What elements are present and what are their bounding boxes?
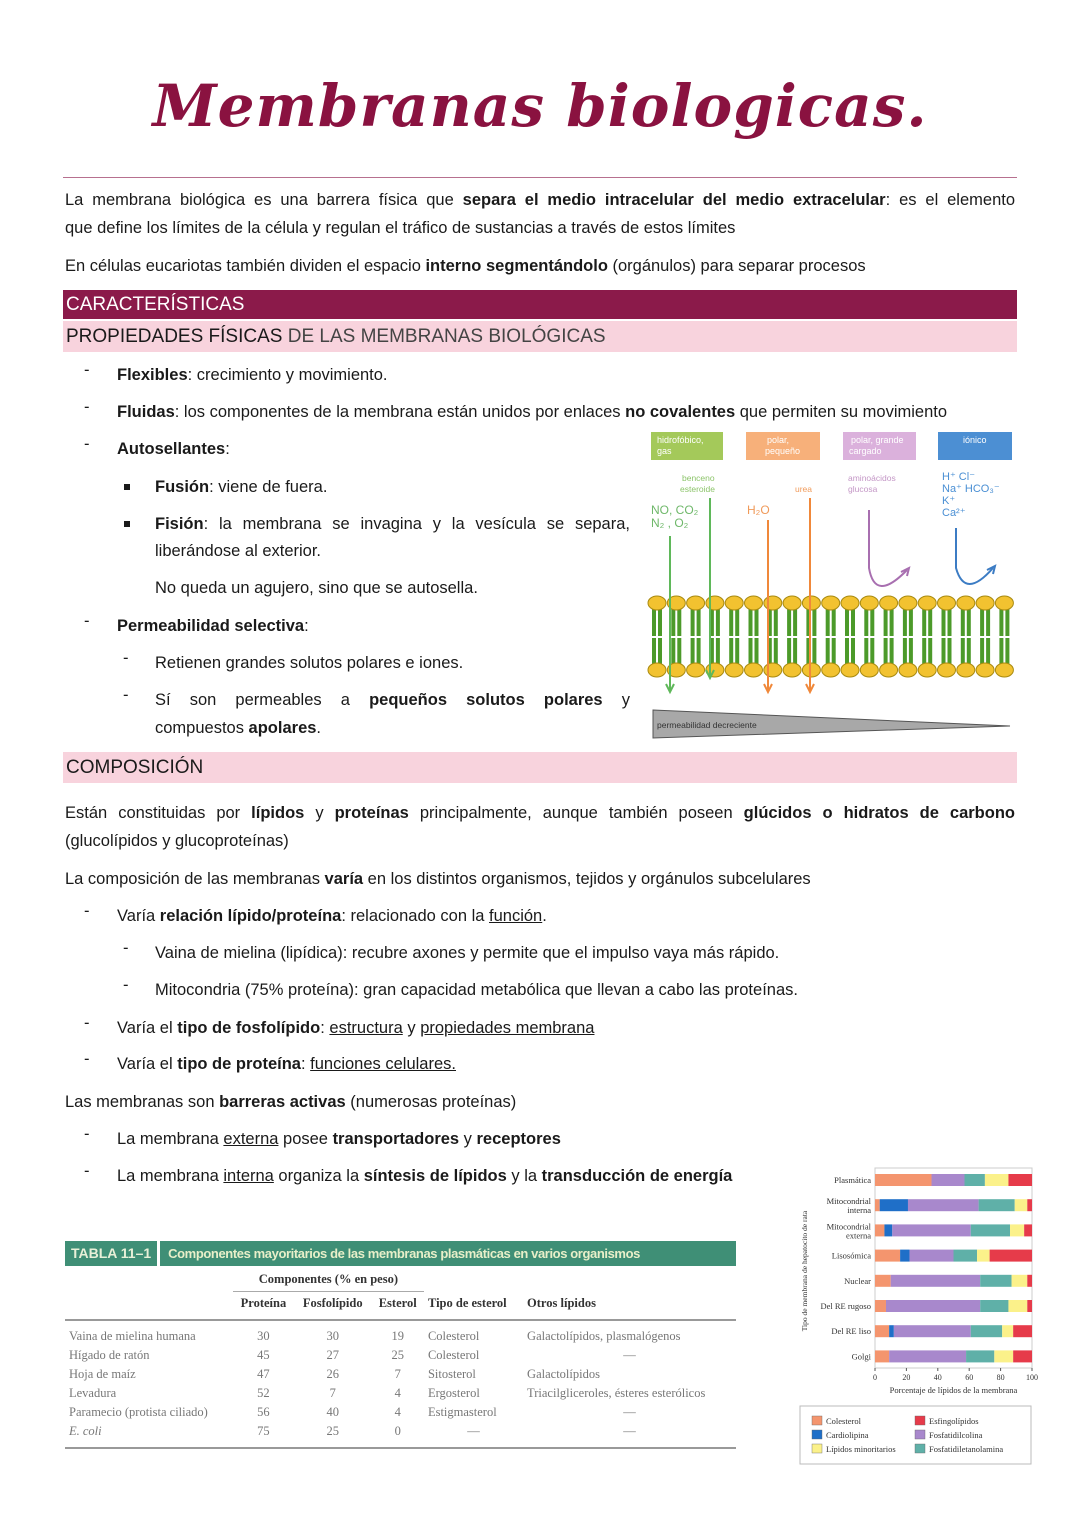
table-cell: 56 xyxy=(257,1405,270,1419)
intro-paragraph-1-cont: que define los límites de la célula y regulan el tráfico de sustancias a través de estos límites xyxy=(65,219,736,237)
bar-segment-lípidos-minoritarios xyxy=(1008,1300,1027,1312)
bullet-dash: - xyxy=(84,1014,90,1032)
bar-segment-fosfatidiletanolamina xyxy=(980,1275,1011,1287)
bar-segment-lípidos-minoritarios xyxy=(1015,1199,1028,1211)
molecule-label: urea xyxy=(795,484,813,494)
list-item-permeabilidad: Permeabilidad selectiva: xyxy=(117,617,309,635)
x-axis-label: Porcentaje de lípidos de la membrana xyxy=(889,1385,1018,1395)
lipid-tail xyxy=(890,606,894,636)
list-item-fision-cont: liberándose al exterior. xyxy=(155,542,322,560)
bar-segment-colesterol xyxy=(875,1300,886,1312)
lipid-head xyxy=(995,596,1013,610)
lipid-tail xyxy=(999,606,1003,636)
list-item-permeables-cont: compuestos apolares. xyxy=(155,719,322,737)
lipid-tail xyxy=(793,606,797,636)
lipid-tail xyxy=(658,606,662,636)
bullet-dash: - xyxy=(123,649,129,667)
table-cell: 19 xyxy=(391,1329,404,1343)
bar-segment-esfingolípidos xyxy=(990,1250,1032,1262)
ion-label: Ca²⁺ xyxy=(942,507,966,519)
lipid-tail xyxy=(909,606,913,636)
list-item-autosellantes: Autosellantes: xyxy=(117,440,230,458)
lipid-head xyxy=(918,663,936,677)
table-cell: Colesterol xyxy=(427,1348,480,1362)
lipid-tail xyxy=(961,606,965,636)
table-cell: — xyxy=(623,1348,636,1362)
lipid-tail xyxy=(922,606,926,636)
bullet-square xyxy=(124,521,130,527)
bar-segment-esfingolípidos xyxy=(1013,1325,1032,1337)
table-cell: E. coli xyxy=(69,1424,102,1438)
lipid-tail xyxy=(967,606,971,636)
column-header: Fosfolípido xyxy=(302,1296,363,1310)
lipid-head xyxy=(725,663,743,677)
lipid-tail xyxy=(832,606,836,636)
bar-segment-fosfatidilcolina xyxy=(892,1224,971,1236)
bar-segment-lípidos-minoritarios xyxy=(977,1250,990,1262)
legend-label: Esfingolípidos xyxy=(929,1416,979,1426)
lipid-tail xyxy=(928,606,932,636)
list-item-fusion: Fusión: viene de fuera. xyxy=(155,478,328,496)
bar-segment-colesterol xyxy=(875,1325,889,1337)
list-item-proteina: Varía el tipo de proteína: funciones celulares. xyxy=(117,1055,456,1073)
molecule-label: NO, CO₂ xyxy=(651,503,699,517)
lipid-head xyxy=(880,663,898,677)
intro-paragraph-1: La membrana biológica es una barrera física que separa el medio intracelular del medio extracelular: es el elemento xyxy=(65,191,1016,209)
lipid-head xyxy=(706,596,724,610)
lipid-composition-chart xyxy=(795,1166,1040,1468)
bar-segment-fosfatidilcolina xyxy=(908,1199,979,1211)
legend-swatch xyxy=(812,1430,822,1439)
x-tick-label: 100 xyxy=(1026,1373,1038,1382)
table-cell: 75 xyxy=(257,1424,270,1438)
molecule-label: benceno xyxy=(682,473,715,483)
lipid-head xyxy=(957,663,975,677)
lipid-head xyxy=(648,663,666,677)
lipid-head xyxy=(725,596,743,610)
list-item-mitocondria: Mitocondria (75% proteína): gran capacidad metabólica que llevan a cabo las proteínas. xyxy=(155,981,798,999)
list-item-permeables: Sí son permeables a pequeños solutos polares y xyxy=(155,691,630,709)
table-cell: Ergosterol xyxy=(427,1386,480,1400)
bar-segment-fosfatidiletanolamina xyxy=(971,1224,1010,1236)
x-tick-label: 40 xyxy=(933,1373,942,1382)
column-group-header: Componentes (% en peso) xyxy=(233,1270,424,1292)
table-caption: Componentes mayoritarios de las membranas plasmáticas en varios organismos xyxy=(168,1246,640,1261)
table-cell: Vaina de mielina humana xyxy=(69,1329,196,1343)
bullet-dash: - xyxy=(84,435,90,453)
x-tick-label: 80 xyxy=(996,1373,1005,1382)
lipid-head xyxy=(648,596,666,610)
lipid-head xyxy=(899,596,917,610)
lipid-head xyxy=(841,663,859,677)
table-cell: Levadura xyxy=(69,1386,117,1400)
lipid-tail xyxy=(652,606,656,636)
table-cell: 7 xyxy=(394,1367,401,1381)
bar-segment-fosfatidilcolina xyxy=(894,1325,971,1337)
bar-segment-fosfatidiletanolamina xyxy=(966,1350,994,1362)
table-cell: 26 xyxy=(326,1367,339,1381)
table-cell: Sitosterol xyxy=(427,1367,476,1381)
bar-segment-fosfatidiletanolamina xyxy=(980,1300,1008,1312)
lipid-head xyxy=(822,663,840,677)
list-item-interna: La membrana interna organiza la síntesis de lípidos y la transducción de energía xyxy=(117,1167,733,1185)
lipid-head xyxy=(822,596,840,610)
bullet-dash: - xyxy=(123,686,129,704)
table-bottom-rule xyxy=(65,1441,736,1448)
column-header: Otros lípidos xyxy=(527,1295,596,1310)
section-header-composicion: COMPOSICIÓN xyxy=(63,752,1017,783)
table-row xyxy=(65,1365,736,1384)
bullet-square xyxy=(124,484,130,490)
category-label: Golgi xyxy=(851,1351,871,1362)
x-tick-label: 20 xyxy=(902,1373,911,1382)
gradient-label: permeabilidad decreciente xyxy=(657,720,757,730)
molecule-label: aminoácidos xyxy=(848,473,896,483)
bullet-dash: - xyxy=(84,1125,90,1143)
lipid-head xyxy=(938,663,956,677)
table-cell: 52 xyxy=(257,1386,270,1400)
table-row xyxy=(65,1384,736,1403)
lipid-tail xyxy=(749,606,753,636)
lipid-tail xyxy=(691,606,695,636)
molecule-label: glucosa xyxy=(848,484,878,494)
lipid-tail xyxy=(787,606,791,636)
table-cell: Hoja de maíz xyxy=(69,1367,136,1381)
column-header: Proteína xyxy=(240,1296,287,1310)
table-cell: — xyxy=(623,1405,636,1419)
table-cell: 25 xyxy=(326,1424,339,1438)
ion-label: H⁺ Cl⁻ xyxy=(942,471,975,483)
table-cell: 27 xyxy=(326,1348,339,1362)
table-cell: Triacilgliceroles, ésteres esterólicos xyxy=(527,1386,706,1400)
lipid-tail xyxy=(903,606,907,636)
lipid-head xyxy=(802,663,820,677)
category-label: Lisosómica xyxy=(831,1250,871,1261)
lipid-tail xyxy=(729,606,733,636)
table-caption-bar xyxy=(65,1241,736,1266)
lipid-tail xyxy=(671,606,675,636)
lipid-tail xyxy=(1005,606,1009,636)
table-cell: Colesterol xyxy=(427,1329,480,1343)
legend-label: Fosfatidilcolina xyxy=(929,1430,983,1440)
list-item-fision: Fisión: la membrana se invagina y la vesícula se separa, xyxy=(155,515,630,533)
category-label: Mitocondrial xyxy=(826,1221,871,1232)
bar-segment-lípidos-minoritarios xyxy=(1002,1325,1013,1337)
bar-segment-cardiolipina xyxy=(889,1325,894,1337)
bullet-dash: - xyxy=(84,902,90,920)
table-cell: Galactolípidos xyxy=(527,1367,600,1381)
page-title: Membranas biologicas. xyxy=(152,72,928,140)
lipid-tail xyxy=(884,606,888,636)
bar-segment-colesterol xyxy=(875,1199,880,1211)
bar-segment-lípidos-minoritarios xyxy=(1012,1275,1028,1287)
table-cell: Hígado de ratón xyxy=(69,1348,150,1362)
title-divider xyxy=(63,177,1017,178)
lipid-head xyxy=(841,596,859,610)
table-cell: 0 xyxy=(394,1424,401,1438)
bar-segment-cardiolipina xyxy=(884,1224,892,1236)
table-cell: 30 xyxy=(257,1329,270,1343)
category-label: polar, grande xyxy=(851,435,904,445)
autoseal-note: No queda un agujero, sino que se autosella. xyxy=(155,579,478,597)
lipid-head xyxy=(783,596,801,610)
lipid-head xyxy=(899,663,917,677)
table-cell: 47 xyxy=(257,1367,270,1381)
lipid-head xyxy=(880,596,898,610)
lipid-tail xyxy=(980,606,984,636)
lipid-head xyxy=(745,596,763,610)
bar-segment-fosfatidiletanolamina xyxy=(971,1325,1002,1337)
category-label: gas xyxy=(657,446,672,456)
bar-segment-fosfatidilcolina xyxy=(891,1275,980,1287)
table-label: TABLA 11–1 xyxy=(65,1241,160,1266)
lipid-tail xyxy=(986,606,990,636)
legend-label: Lípidos minoritarios xyxy=(826,1444,896,1454)
category-label: Nuclear xyxy=(844,1275,871,1286)
lipid-head xyxy=(687,596,705,610)
bullet-dash: - xyxy=(84,1050,90,1068)
bar-segment-fosfatidilcolina xyxy=(910,1250,954,1262)
table-row xyxy=(65,1320,736,1346)
table-cell: 25 xyxy=(391,1348,404,1362)
category-label: polar, xyxy=(767,435,790,445)
list-item-lipid-protein: Varía relación lípido/proteína: relacionado con la función. xyxy=(117,907,547,925)
intro-paragraph-2: En células eucariotas también dividen el espacio interno segmentándolo (orgánulos) para separar procesos xyxy=(65,257,866,275)
x-tick-label: 0 xyxy=(873,1373,877,1382)
table-cell: — xyxy=(467,1424,480,1438)
table-cell: Paramecio (protista ciliado) xyxy=(69,1405,208,1419)
comp-paragraph-2: La composición de las membranas varía en los distintos organismos, tejidos y orgánulos subcelulares xyxy=(65,870,811,888)
bar-segment-esfingolípidos xyxy=(1027,1275,1032,1287)
comp-paragraph-1-cont: (glucolípidos y glucoproteínas) xyxy=(65,832,289,850)
table-row xyxy=(65,1422,736,1441)
lipid-tail xyxy=(942,606,946,636)
bullet-dash: - xyxy=(123,939,129,957)
lipid-tail xyxy=(948,606,952,636)
category-label: Del RE liso xyxy=(831,1326,871,1337)
molecule-label: H₂O xyxy=(747,503,770,517)
lipid-head xyxy=(938,596,956,610)
membrane-permeability-diagram xyxy=(645,428,1020,744)
column-header: Esterol xyxy=(378,1296,417,1310)
bullet-dash: - xyxy=(84,361,90,379)
lipid-tail xyxy=(697,606,701,636)
bar-segment-esfingolípidos xyxy=(1024,1224,1032,1236)
x-tick-label: 60 xyxy=(965,1373,974,1382)
lipid-head xyxy=(860,663,878,677)
bar-segment-lípidos-minoritarios xyxy=(994,1350,1013,1362)
lipid-head xyxy=(957,596,975,610)
bar-segment-fosfatidiletanolamina xyxy=(964,1174,984,1186)
lipid-tail xyxy=(851,606,855,636)
lipid-tail xyxy=(845,606,849,636)
legend-swatch xyxy=(812,1444,822,1453)
lipid-head xyxy=(764,596,782,610)
bar-segment-fosfatidilcolina xyxy=(932,1174,965,1186)
legend-swatch xyxy=(915,1430,925,1439)
category-label: cargado xyxy=(849,446,882,456)
bar-segment-esfingolípidos xyxy=(1008,1174,1032,1186)
molecule-label: N₂ , O₂ xyxy=(651,516,689,530)
bar-segment-lípidos-minoritarios xyxy=(1010,1224,1024,1236)
category-label: hidrofóbico, xyxy=(657,435,704,445)
table-cell: Estigmasterol xyxy=(427,1405,497,1419)
list-item-flexibles: Flexibles: crecimiento y movimiento. xyxy=(117,366,388,384)
bullet-dash: - xyxy=(84,1162,90,1180)
table-cell: 4 xyxy=(394,1386,401,1400)
lipid-head xyxy=(995,663,1013,677)
bar-segment-colesterol xyxy=(875,1250,900,1262)
category-label: interna xyxy=(847,1205,871,1216)
comp-paragraph-3: Las membranas son barreras activas (numerosas proteínas) xyxy=(65,1093,517,1111)
lipid-head xyxy=(687,663,705,677)
bar-segment-colesterol xyxy=(875,1224,884,1236)
subsection-header-propiedades: PROPIEDADES FÍSICAS DE LAS MEMBRANAS BIOLÓGICAS xyxy=(63,321,1017,352)
category-label: Del RE rugoso xyxy=(820,1301,871,1311)
lipid-tail xyxy=(864,606,868,636)
table-cell: 7 xyxy=(329,1386,336,1400)
lipid-tail xyxy=(677,606,681,636)
lipid-tail xyxy=(826,606,830,636)
table-row xyxy=(65,1403,736,1422)
bar-segment-esfingolípidos xyxy=(1027,1300,1032,1312)
lipid-head xyxy=(918,596,936,610)
lipid-head xyxy=(976,596,994,610)
list-item-retienen: Retienen grandes solutos polares e iones. xyxy=(155,654,464,672)
bar-segment-fosfatidiletanolamina xyxy=(954,1250,978,1262)
bullet-dash: - xyxy=(123,976,129,994)
lipid-tail xyxy=(716,606,720,636)
list-item-mielina: Vaina de mielina (lipídica): recubre axones y permite que el impulso vaya más rápido. xyxy=(155,944,780,962)
bullet-dash: - xyxy=(84,398,90,416)
list-item-externa: La membrana externa posee transportadores y receptores xyxy=(117,1130,561,1148)
lipid-tail xyxy=(774,606,778,636)
category-label: iónico xyxy=(963,435,987,445)
category-label: Plasmática xyxy=(834,1175,871,1185)
list-item-fosfolipido: Varía el tipo de fosfolípido: estructura y propiedades membrana xyxy=(117,1019,595,1037)
y-axis-label: Tipo de membrana de hepatocito de rata xyxy=(800,1210,809,1332)
bar-segment-lípidos-minoritarios xyxy=(985,1174,1009,1186)
table-row xyxy=(65,1346,736,1365)
category-label: externa xyxy=(845,1230,871,1241)
table-cell: 4 xyxy=(394,1405,401,1419)
bar-segment-colesterol xyxy=(875,1275,891,1287)
lipid-tail xyxy=(735,606,739,636)
bar-segment-cardiolipina xyxy=(900,1250,909,1262)
legend-label: Fosfatidiletanolamina xyxy=(929,1444,1004,1454)
lipid-head xyxy=(802,596,820,610)
table-cell: 30 xyxy=(326,1329,339,1343)
lipid-head xyxy=(764,663,782,677)
list-item-fluidas: Fluidas: los componentes de la membrana están unidos por enlaces no covalentes que permiten su movimiento xyxy=(117,403,948,421)
bar-segment-colesterol xyxy=(875,1350,889,1362)
bar-segment-cardiolipina xyxy=(880,1199,908,1211)
bar-segment-fosfatidiletanolamina xyxy=(979,1199,1015,1211)
bar-segment-esfingolípidos xyxy=(1027,1199,1032,1211)
lipid-tail xyxy=(755,606,759,636)
lipid-tail xyxy=(812,606,816,636)
table-cell: 45 xyxy=(257,1348,270,1362)
lipid-head xyxy=(745,663,763,677)
lipid-head xyxy=(976,663,994,677)
legend-swatch xyxy=(812,1416,822,1425)
column-header: Tipo de esterol xyxy=(427,1295,507,1310)
bar-segment-colesterol xyxy=(875,1174,932,1186)
lipid-head xyxy=(860,596,878,610)
table-cell: 40 xyxy=(326,1405,339,1419)
molecule-label: esteroide xyxy=(680,484,715,494)
bar-segment-fosfatidilcolina xyxy=(889,1350,966,1362)
lipid-tail xyxy=(870,606,874,636)
bar-segment-esfingolípidos xyxy=(1013,1350,1032,1362)
category-label: Mitocondrial xyxy=(826,1196,871,1207)
table-11-1 xyxy=(65,1241,736,1449)
table-cell: — xyxy=(623,1424,636,1438)
lipid-head xyxy=(783,663,801,677)
table-cell: Galactolípidos, plasmalógenos xyxy=(527,1329,681,1343)
bullet-dash: - xyxy=(84,612,90,630)
plot-frame xyxy=(875,1168,1032,1368)
lipid-bilayer xyxy=(648,596,1013,677)
legend-swatch xyxy=(915,1444,925,1453)
legend-swatch xyxy=(915,1416,925,1425)
ion-label: K⁺ xyxy=(942,495,956,507)
legend-label: Cardiolipina xyxy=(826,1430,869,1440)
category-label: pequeño xyxy=(765,446,801,456)
table-body xyxy=(65,1270,736,1449)
bar-segment-fosfatidilcolina xyxy=(886,1300,980,1312)
section-header-caracteristicas: CARACTERÍSTICAS xyxy=(63,290,1017,319)
comp-paragraph-1: Están constituidas por lípidos y proteínas principalmente, aunque también poseen glúcidos o hidratos de carbono xyxy=(65,804,1015,822)
ion-label: Na⁺ HCO₃⁻ xyxy=(942,483,1000,495)
legend-label: Colesterol xyxy=(826,1416,861,1426)
